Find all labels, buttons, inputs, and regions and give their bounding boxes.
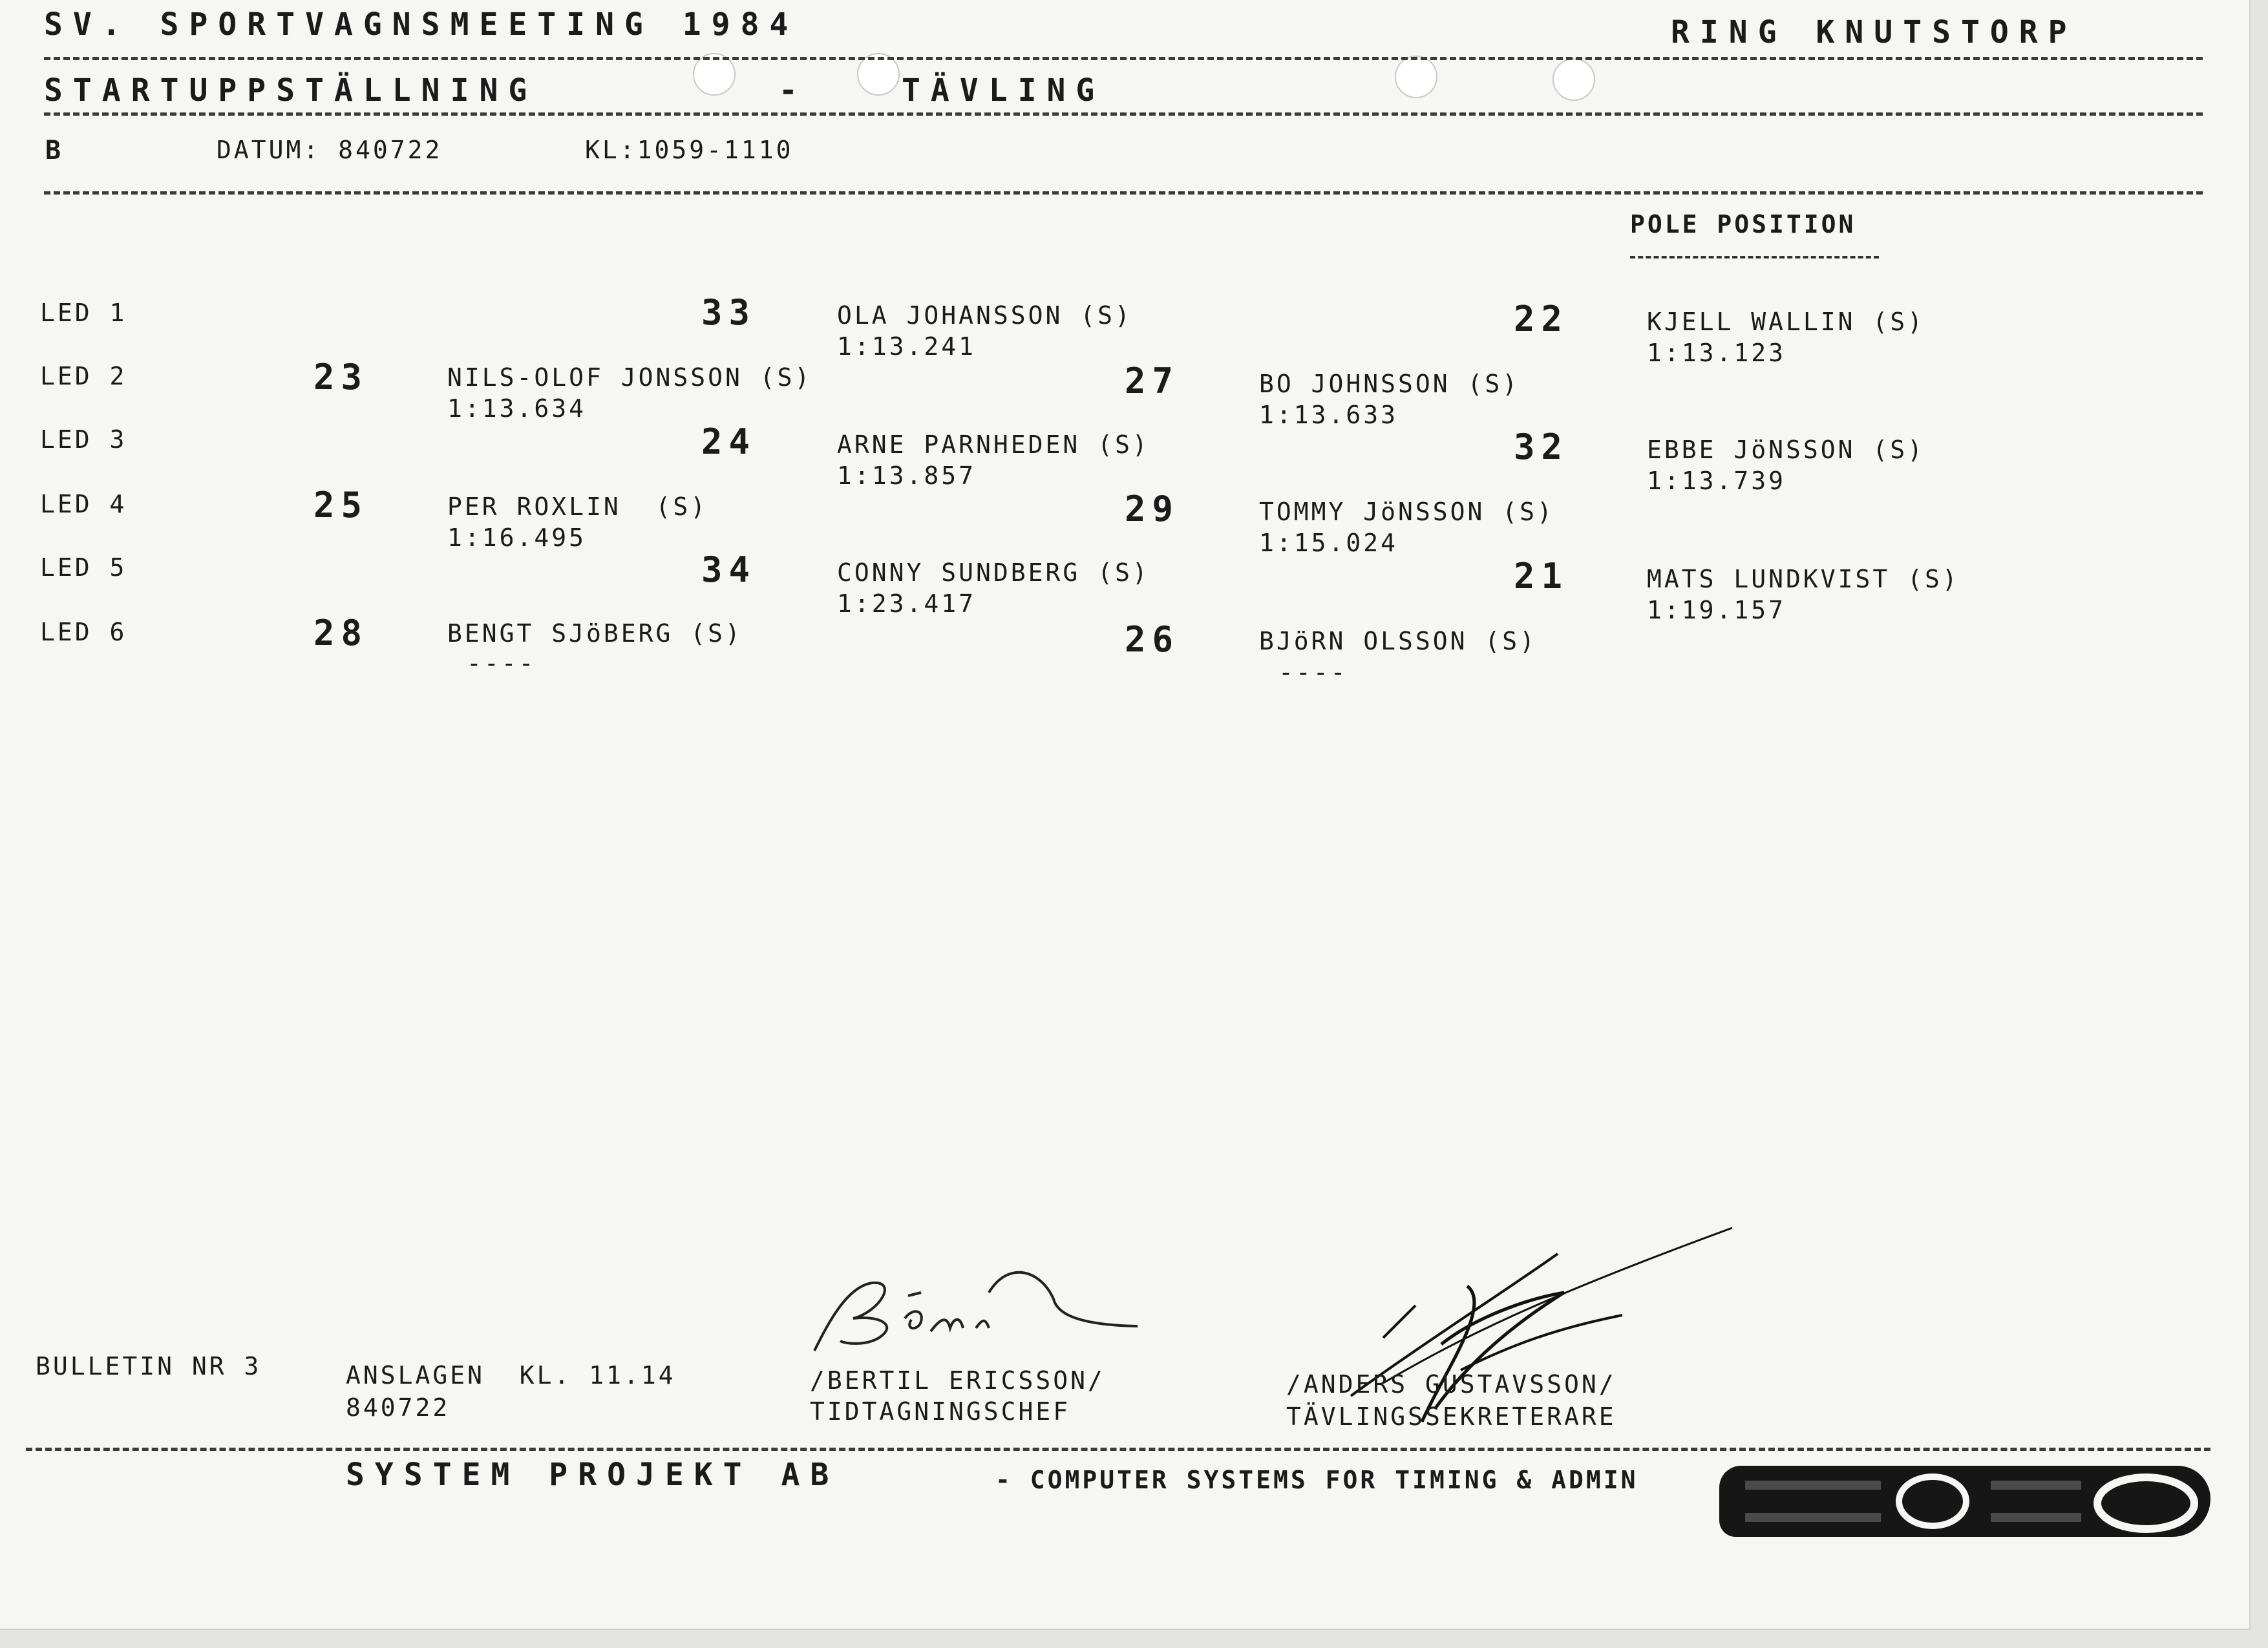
lap-time: 1:13.633 xyxy=(1259,401,1399,429)
driver-name: NILS-OLOF JONSSON (S) xyxy=(447,363,812,392)
posted-date: 840722 xyxy=(346,1393,450,1422)
race-time: KL:1059-1110 xyxy=(585,136,794,164)
grid-row-label: LED 1 xyxy=(40,299,127,327)
pole-position-label: POLE POSITION xyxy=(1630,210,1856,238)
driver-name: ARNE PARNHEDEN (S) xyxy=(837,430,1150,459)
lap-time: 1:13.123 xyxy=(1647,339,1786,367)
driver-name: OLA JOHANSSON (S) xyxy=(837,301,1132,330)
car-number: 29 xyxy=(1125,489,1180,529)
posted-time: ANSLAGEN KL. 11.14 xyxy=(346,1361,676,1389)
punch-hole-3 xyxy=(1395,56,1437,98)
punch-hole-4 xyxy=(1553,58,1595,101)
lap-time: 1:13.857 xyxy=(837,461,977,490)
company-tagline: - COMPUTER SYSTEMS FOR TIMING & ADMIN xyxy=(995,1466,1638,1494)
lap-time: 1:13.634 xyxy=(447,394,587,423)
event-title: SV. SPORTVAGNSMEETING 1984 xyxy=(44,6,799,43)
driver-name: TOMMY JöNSSON (S) xyxy=(1259,498,1554,526)
driver-name: PER ROXLIN (S) xyxy=(447,492,708,521)
grid-row-label: LED 3 xyxy=(40,425,127,454)
lap-time: 1:15.024 xyxy=(1259,529,1399,557)
grid-row-label: LED 6 xyxy=(40,618,127,646)
race-date: DATUM: 840722 xyxy=(217,136,443,164)
car-number: 22 xyxy=(1514,299,1569,339)
lap-time: 1:23.417 xyxy=(837,589,977,618)
car-number: 28 xyxy=(313,613,369,653)
stamp-logo xyxy=(1719,1466,2210,1537)
grid-row-label: LED 4 xyxy=(40,490,127,518)
car-number: 32 xyxy=(1514,427,1569,467)
driver-name: KJELL WALLIN (S) xyxy=(1647,308,1925,336)
bulletin-number: BULLETIN NR 3 xyxy=(36,1352,262,1380)
driver-name: BJöRN OLSSON (S) xyxy=(1259,627,1538,655)
driver-name: MATS LUNDKVIST (S) xyxy=(1647,565,1960,593)
driver-name: BENGT SJöBERG (S) xyxy=(447,619,743,648)
driver-name: BO JOHNSSON (S) xyxy=(1259,370,1520,398)
signer-role: TIDTAGNINGSCHEF xyxy=(810,1397,1071,1426)
car-number: 24 xyxy=(701,421,757,462)
signature-timing-chief xyxy=(801,1247,1150,1357)
venue-name: RING KNUTSTORP xyxy=(1671,14,2077,50)
lap-time: 1:13.241 xyxy=(837,332,977,361)
header-divider-3 xyxy=(44,191,2203,195)
driver-name: CONNY SUNDBERG (S) xyxy=(837,558,1150,587)
header-divider-1 xyxy=(44,57,2203,60)
driver-name: EBBE JöNSSON (S) xyxy=(1647,436,1925,464)
lap-time: 1:13.739 xyxy=(1647,467,1786,495)
pole-position-underline xyxy=(1630,256,1879,259)
car-number: 27 xyxy=(1125,361,1180,401)
signer-role: TÄVLINGSSEKRETERARE xyxy=(1286,1402,1616,1431)
document-title: STARTUPPSTÄLLNING xyxy=(44,72,538,109)
lap-time: ---- xyxy=(467,649,536,677)
car-number: 34 xyxy=(701,549,757,590)
lap-time: ---- xyxy=(1278,658,1348,686)
signer-name: /BERTIL ERICSSON/ xyxy=(810,1366,1105,1395)
document-title-separator: - xyxy=(779,72,808,109)
footer-divider xyxy=(26,1448,2210,1451)
company-name: SYSTEM PROJEKT AB xyxy=(346,1457,840,1493)
car-number: 25 xyxy=(313,485,369,525)
grid-row-label: LED 2 xyxy=(40,362,127,390)
car-number: 23 xyxy=(313,357,369,397)
car-number: 26 xyxy=(1125,619,1180,660)
grid-row-label: LED 5 xyxy=(40,553,127,582)
header-divider-2 xyxy=(44,112,2203,116)
document-title-session: TÄVLING xyxy=(902,72,1105,109)
car-number: 33 xyxy=(701,292,757,333)
car-number: 21 xyxy=(1514,556,1569,597)
lap-time: 1:16.495 xyxy=(447,523,587,552)
lap-time: 1:19.157 xyxy=(1647,596,1786,624)
signer-name: /ANDERS GUSTAVSSON/ xyxy=(1286,1370,1616,1399)
group-letter: B xyxy=(45,136,61,165)
